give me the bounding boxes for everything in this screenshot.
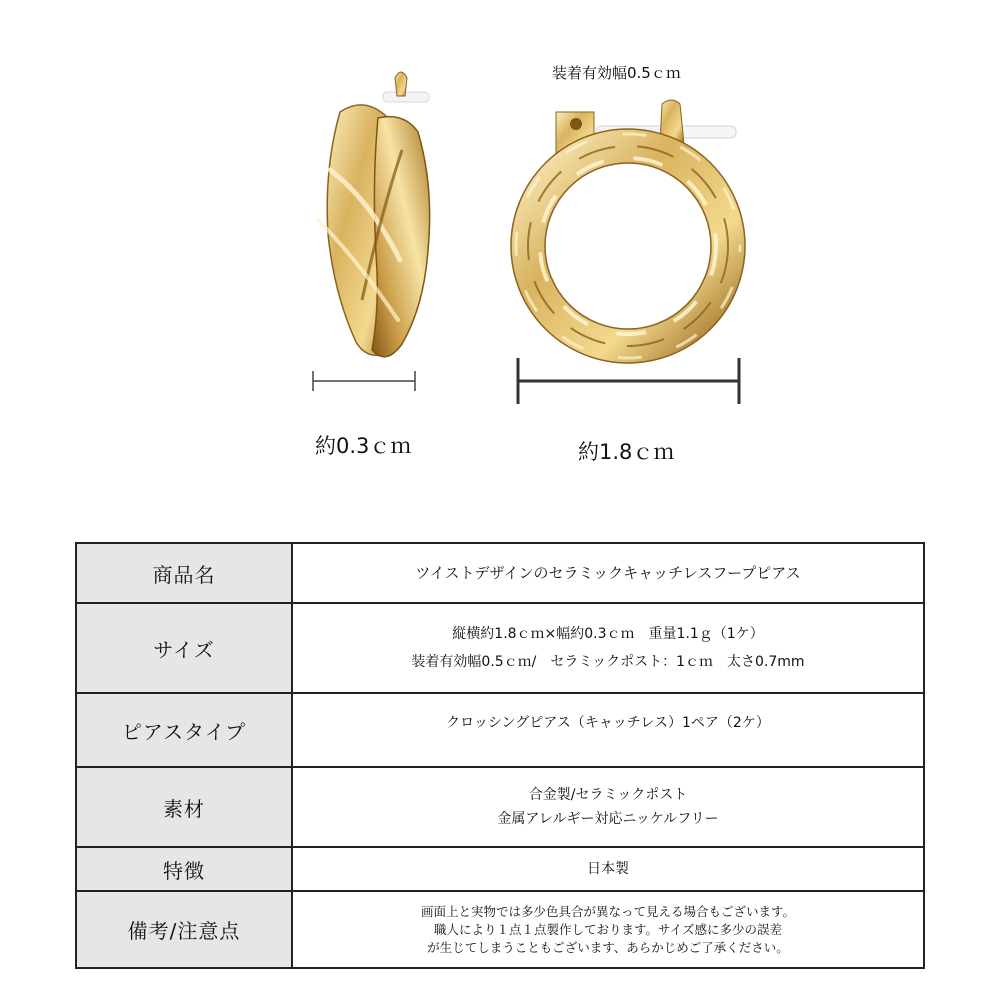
- spec-table: [75, 542, 925, 969]
- spec-label: 商品名: [76, 543, 292, 603]
- spec-value-line: 職人により１点１点製作しております。サイズ感に多少の誤差: [433, 921, 782, 937]
- wear-width-label: 装着有効幅0.5ｃｍ: [552, 64, 681, 82]
- spec-row-material: [76, 767, 924, 847]
- spec-value-line: ツイストデザインのセラミックキャッチレスフープピアス: [415, 564, 801, 582]
- spec-value: [292, 543, 924, 603]
- side-width-measure-bar: [313, 371, 415, 391]
- spec-value: [292, 767, 924, 847]
- front-width-measure-bar: [518, 358, 739, 404]
- earring-front-view: [511, 100, 745, 363]
- spec-value-line: が生じてしまうこともございます、あらかじめご了承ください。: [427, 939, 789, 955]
- spec-value: [292, 847, 924, 891]
- spec-value-line: 金属アレルギー対応ニッケルフリー: [497, 811, 719, 827]
- spec-value-line: 合金製/セラミックポスト: [528, 787, 688, 803]
- side-width-label: 約0.3ｃｍ: [315, 434, 412, 458]
- spec-value: [292, 891, 924, 968]
- spec-row-features: [76, 847, 924, 891]
- spec-row-product-name: [76, 543, 924, 603]
- spec-value: [292, 693, 924, 767]
- front-width-label: 約1.8ｃｍ: [578, 440, 675, 464]
- spec-row-notes: [76, 891, 924, 968]
- earring-side-view: [318, 72, 430, 357]
- spec-value-line: 装着有効幅0.5ｃｍ/ セラミックポスト：1ｃｍ 太さ0.7mm: [411, 654, 805, 670]
- spec-label: 素材: [76, 767, 292, 847]
- spec-row-size: [76, 603, 924, 693]
- spec-label: サイズ: [76, 603, 292, 693]
- spec-label: 特徴: [76, 847, 292, 891]
- spec-label: ピアスタイプ: [76, 693, 292, 767]
- spec-label: 備考/注意点: [76, 891, 292, 968]
- spec-value-line: 縦横約1.8ｃｍ×幅約0.3ｃｍ 重量1.1ｇ（1ケ）: [452, 626, 764, 642]
- spec-value-line: クロッシングピアス（キャッチレス）1ペア（2ケ）: [446, 715, 770, 731]
- spec-value-line: 日本製: [587, 861, 629, 877]
- spec-value: [292, 603, 924, 693]
- spec-row-piercing-type: [76, 693, 924, 767]
- spec-value-line: 画面上と実物では多少色具合が異なって見える場合もございます。: [420, 903, 795, 919]
